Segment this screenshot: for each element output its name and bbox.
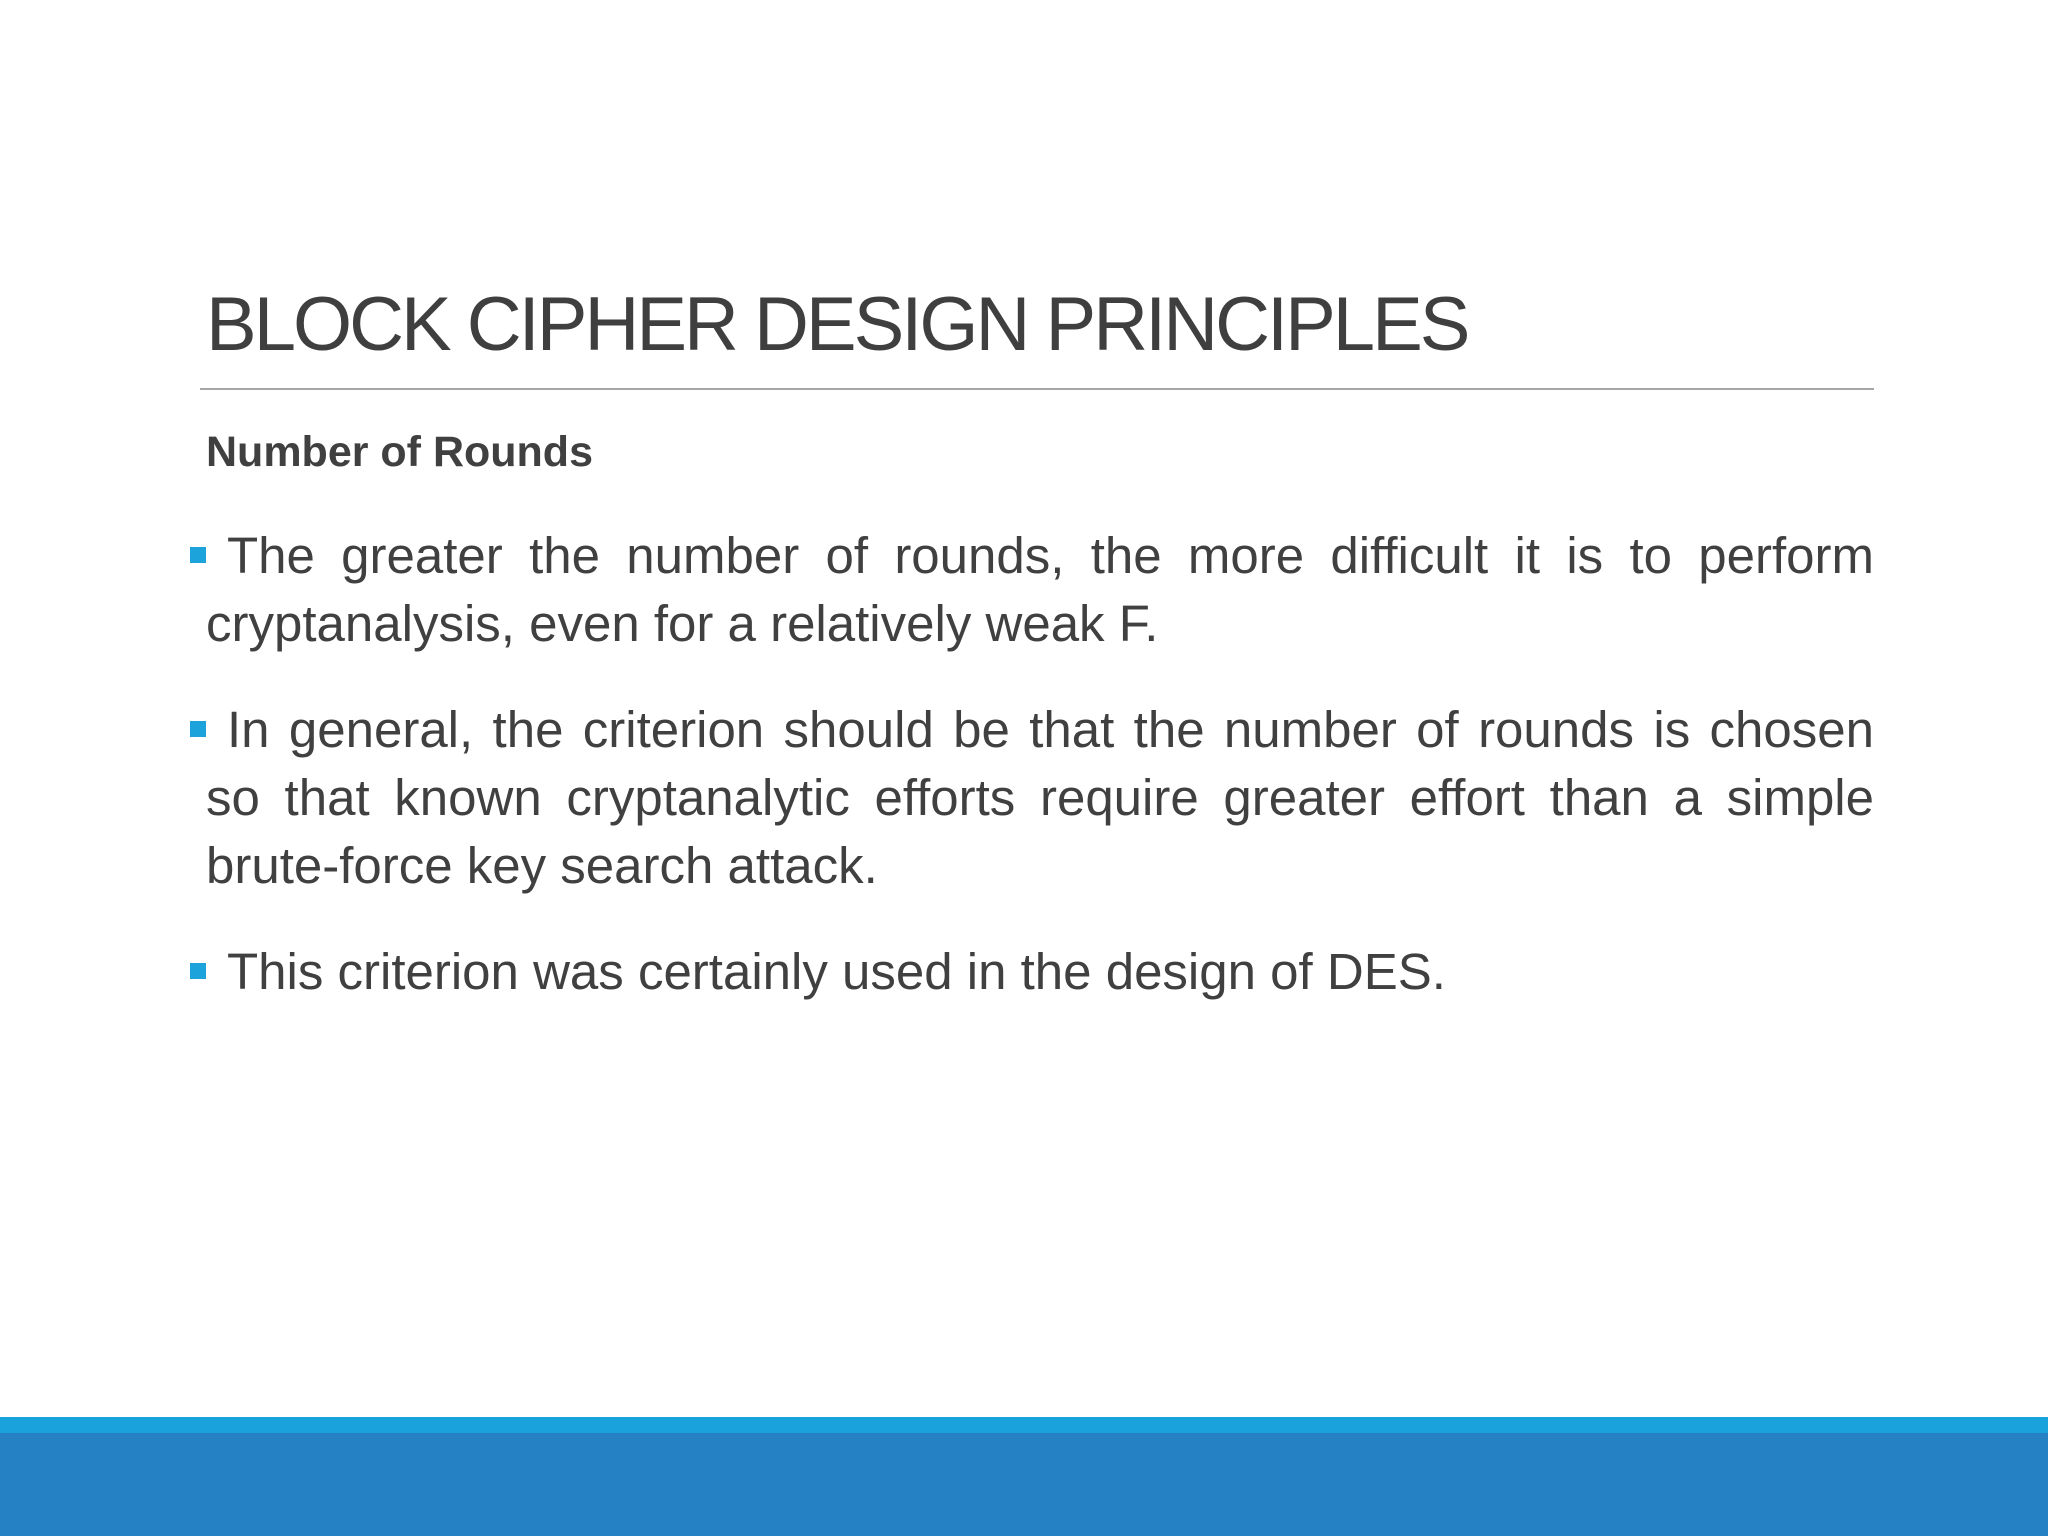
footer-accent-stripe (0, 1417, 2048, 1433)
slide-title: BLOCK CIPHER DESIGN PRINCIPLES (206, 282, 1468, 367)
square-bullet-icon (190, 721, 206, 737)
footer-band (0, 1433, 2048, 1536)
square-bullet-icon (190, 547, 206, 563)
bullet-item (206, 522, 1874, 658)
section-subheading: Number of Rounds (206, 428, 593, 476)
title-divider (200, 388, 1874, 390)
square-bullet-icon (190, 963, 206, 979)
bullet-text: This criterion was certainly used in the design of DES. (227, 943, 1446, 1000)
bullet-list (206, 522, 1874, 1044)
bullet-item (206, 696, 1874, 900)
bullet-item (206, 938, 1874, 1006)
bullet-text: In general, the criterion should be that the number of rounds is chosen so that known cryptanalytic efforts require greater effort than a simple brute-force key search attack. (206, 701, 1874, 894)
bullet-text: The greater the number of rounds, the more difficult it is to perform cryptanalysis, even for a relatively weak F. (206, 527, 1874, 652)
